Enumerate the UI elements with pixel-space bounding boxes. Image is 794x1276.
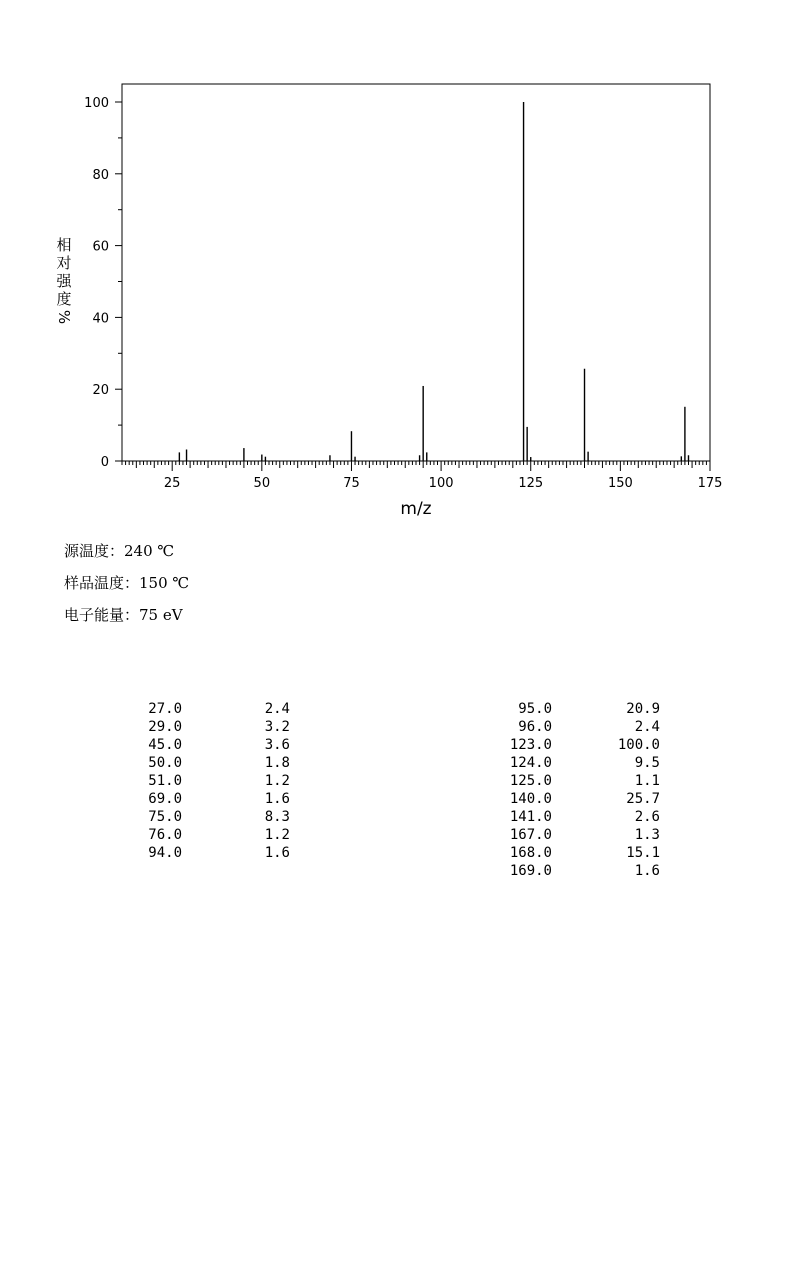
y-tick-label: 60 (92, 239, 109, 255)
peak-mz: 169.0 (509, 863, 552, 879)
peak-mz: 168.0 (509, 845, 552, 861)
peak-table-right (500, 700, 670, 880)
peak-mz: 123.0 (509, 737, 552, 753)
peak-mz: 124.0 (509, 755, 552, 771)
x-axis-label: m/z (400, 499, 432, 519)
peak-table-row (130, 790, 300, 808)
peak-intensity: 2.4 (264, 701, 290, 717)
x-tick-label: 75 (343, 476, 360, 491)
peak-bars (179, 102, 688, 461)
condition-row (64, 540, 174, 561)
peak-table-row (500, 844, 670, 862)
x-tick-label: 50 (253, 476, 271, 491)
peak-mz: 125.0 (509, 773, 552, 789)
peak-intensity: 20.9 (626, 701, 660, 717)
peak-intensity: 8.3 (264, 809, 290, 825)
peak-intensity: 1.2 (264, 827, 290, 843)
y-tick-label: 100 (84, 96, 109, 111)
peak-intensity: 1.6 (634, 863, 660, 879)
x-minor-ticks (122, 461, 706, 468)
condition-value: 150 ℃ (139, 574, 190, 592)
y-axis-label-char: 对 (56, 254, 72, 272)
condition-row (64, 572, 189, 593)
x-tick-label: 25 (163, 476, 181, 491)
condition-label: 源温度： (64, 542, 125, 560)
mass-spectrum-chart (0, 0, 794, 530)
peak-mz: 50.0 (148, 755, 182, 771)
x-tick-label: 150 (607, 476, 633, 491)
peak-intensity: 1.6 (264, 845, 290, 861)
peak-table-left (130, 700, 300, 862)
peak-intensity: 3.2 (264, 719, 290, 735)
y-axis (84, 96, 122, 470)
peak-table-row (500, 700, 670, 718)
peak-mz: 75.0 (148, 809, 182, 825)
peak-intensity: 1.2 (264, 773, 290, 789)
peak-mz: 76.0 (148, 827, 182, 843)
peak-intensity: 2.6 (634, 809, 660, 825)
y-tick-label: 40 (92, 311, 109, 327)
y-axis-label-char: 度 (56, 290, 72, 308)
peak-mz: 69.0 (148, 791, 182, 807)
y-tick-label: 80 (92, 167, 109, 183)
condition-label: 样品温度： (64, 574, 140, 592)
peak-intensity: 1.6 (264, 791, 290, 807)
peak-mz: 94.0 (148, 845, 182, 861)
condition-value: 75 eV (139, 606, 183, 624)
y-tick-label: 0 (100, 455, 109, 470)
condition-row (64, 604, 183, 625)
y-tick-label: 20 (92, 383, 109, 399)
x-tick-label: 175 (697, 476, 723, 491)
y-axis-label (55, 236, 73, 324)
peak-intensity: 15.1 (626, 845, 660, 861)
peak-table-row (500, 790, 670, 808)
peak-table-row (500, 736, 670, 754)
peak-intensity: 100.0 (617, 737, 660, 753)
peak-table-row (130, 772, 300, 790)
peak-table-row (130, 700, 300, 718)
y-axis-label-char: 强 (56, 272, 72, 290)
x-tick-label: 125 (518, 476, 544, 491)
peak-table-row (500, 718, 670, 736)
condition-label: 电子能量： (64, 606, 140, 624)
peak-mz: 45.0 (148, 737, 182, 753)
y-axis-label-char: 相 (56, 236, 72, 254)
peak-table-row (500, 826, 670, 844)
peak-table-row (130, 754, 300, 772)
peak-table-row (130, 718, 300, 736)
peak-mz: 95.0 (518, 701, 552, 717)
peak-mz: 27.0 (148, 701, 182, 717)
peak-table-row (500, 808, 670, 826)
peak-table-row (130, 736, 300, 754)
peak-intensity: 1.1 (634, 773, 660, 789)
peak-intensity: 3.6 (264, 737, 290, 753)
peak-mz: 96.0 (518, 719, 552, 735)
peak-mz: 140.0 (509, 791, 552, 807)
peak-table-row (500, 862, 670, 880)
peak-mz: 141.0 (509, 809, 552, 825)
peak-table-row (130, 844, 300, 862)
peak-table-row (500, 772, 670, 790)
peak-intensity: 1.3 (634, 827, 660, 843)
y-axis-label-char: % (55, 309, 73, 325)
peak-intensity: 1.8 (264, 755, 290, 771)
peak-mz: 29.0 (148, 719, 182, 735)
peak-intensity: 9.5 (634, 755, 660, 771)
condition-value: 240 ℃ (124, 542, 175, 560)
peak-mz: 51.0 (148, 773, 182, 789)
peak-mz: 167.0 (509, 827, 552, 843)
peak-table-row (130, 826, 300, 844)
x-tick-label: 100 (428, 476, 454, 491)
peak-intensity: 2.4 (634, 719, 660, 735)
peak-table-row (500, 754, 670, 772)
peak-intensity: 25.7 (626, 791, 660, 807)
plot-frame (122, 84, 710, 461)
peak-table-row (130, 808, 300, 826)
